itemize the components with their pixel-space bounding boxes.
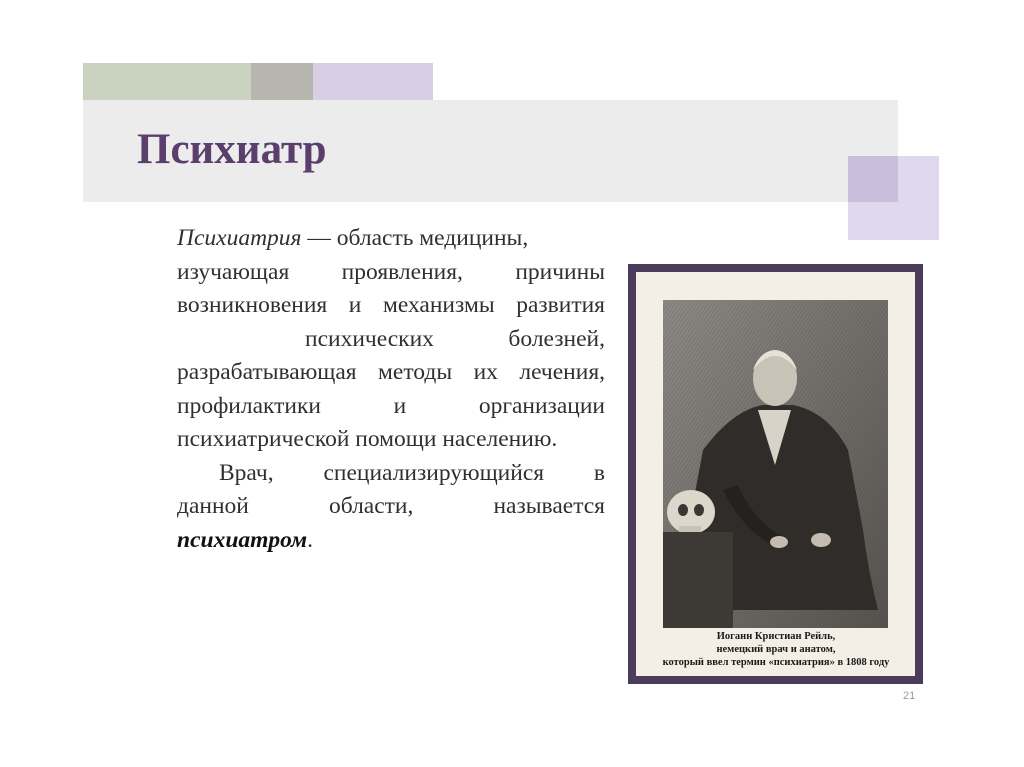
term-psychiatrist: психиатром: [177, 526, 308, 553]
term-psychiatry: Психиатрия: [177, 225, 302, 251]
slide-number: 21: [903, 690, 916, 702]
slide-title: Психиатр: [137, 126, 327, 173]
engraved-portrait-image: [663, 300, 888, 628]
decor-square-dark: [848, 156, 898, 202]
body-text: [135, 222, 605, 557]
paragraph-doctor: Врач, специализирующийся в данной области, называется психиатром.: [177, 459, 605, 553]
paragraph-definition: Психиатрия — область медицины, изучающая проявления, причины возникновения и механизмы развития психических болезней, разрабатывающая методы их лечения, профилактики и организации психиатрической помощи населению.: [177, 225, 605, 452]
portrait-caption: Иоганн Кристиан Рейль, немецкий врач и анатом, который ввел термин «психиатрия» в 1808 году: [662, 631, 890, 668]
